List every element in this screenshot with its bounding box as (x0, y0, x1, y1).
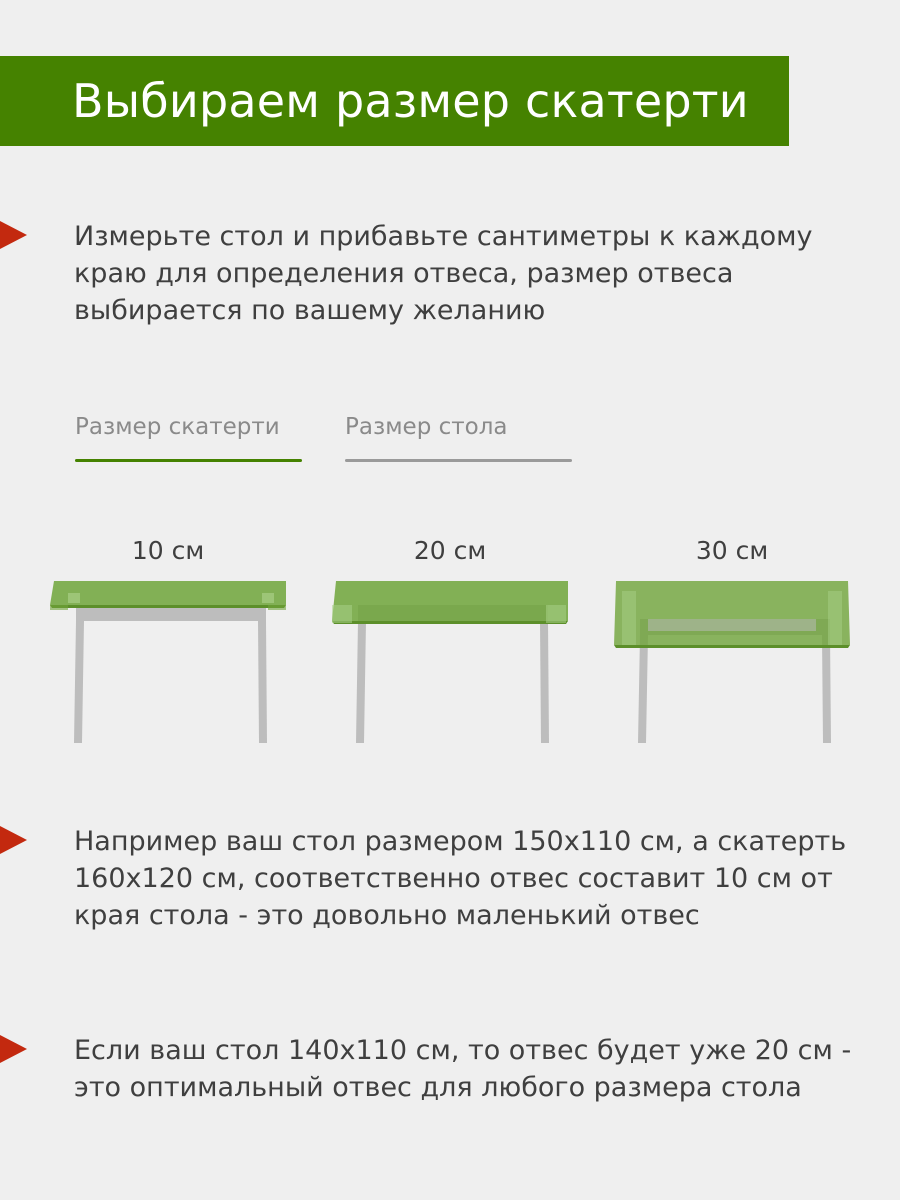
bullet-arrow-icon (0, 826, 27, 854)
table-with-cloth-20-illustration (330, 575, 570, 750)
legend-line-tablecloth (75, 459, 302, 462)
drop-label: 20 см (413, 536, 487, 565)
legend-line-table (345, 459, 572, 462)
drop-label: 10 см (131, 536, 205, 565)
legend-table-size (345, 414, 508, 440)
example-text-2: Если ваш стол 140х110 см, то отвес будет уже 20 см - это оптимальный отвес для любого размера стола (74, 1035, 852, 1103)
example-text-1: Например ваш стол размером 150х110 см, а скатерть 160х120 см, соответственно отвес составит 10 см от края стола - это довольно маленький отвес (74, 826, 847, 931)
legend-label-tablecloth: Размер скатерти (75, 414, 280, 440)
drop-figure-20 (330, 530, 570, 750)
page-title: Выбираем размер скатерти (72, 74, 749, 128)
bullet-arrow-icon (0, 221, 27, 249)
title-banner (0, 56, 789, 146)
drop-figure-30 (612, 530, 852, 750)
legend-tablecloth-size (75, 414, 280, 440)
table-with-cloth-30-illustration (612, 575, 852, 750)
drop-label: 30 см (695, 536, 769, 565)
legend-label-table: Размер стола (345, 414, 508, 440)
drop-figure-10 (48, 530, 288, 750)
intro-text: Измерьте стол и прибавьте сантиметры к каждому краю для определения отвеса, размер отвеса выбирается по вашему желанию (74, 221, 813, 326)
table-with-cloth-10-illustration (48, 575, 288, 750)
bullet-arrow-icon (0, 1035, 27, 1063)
